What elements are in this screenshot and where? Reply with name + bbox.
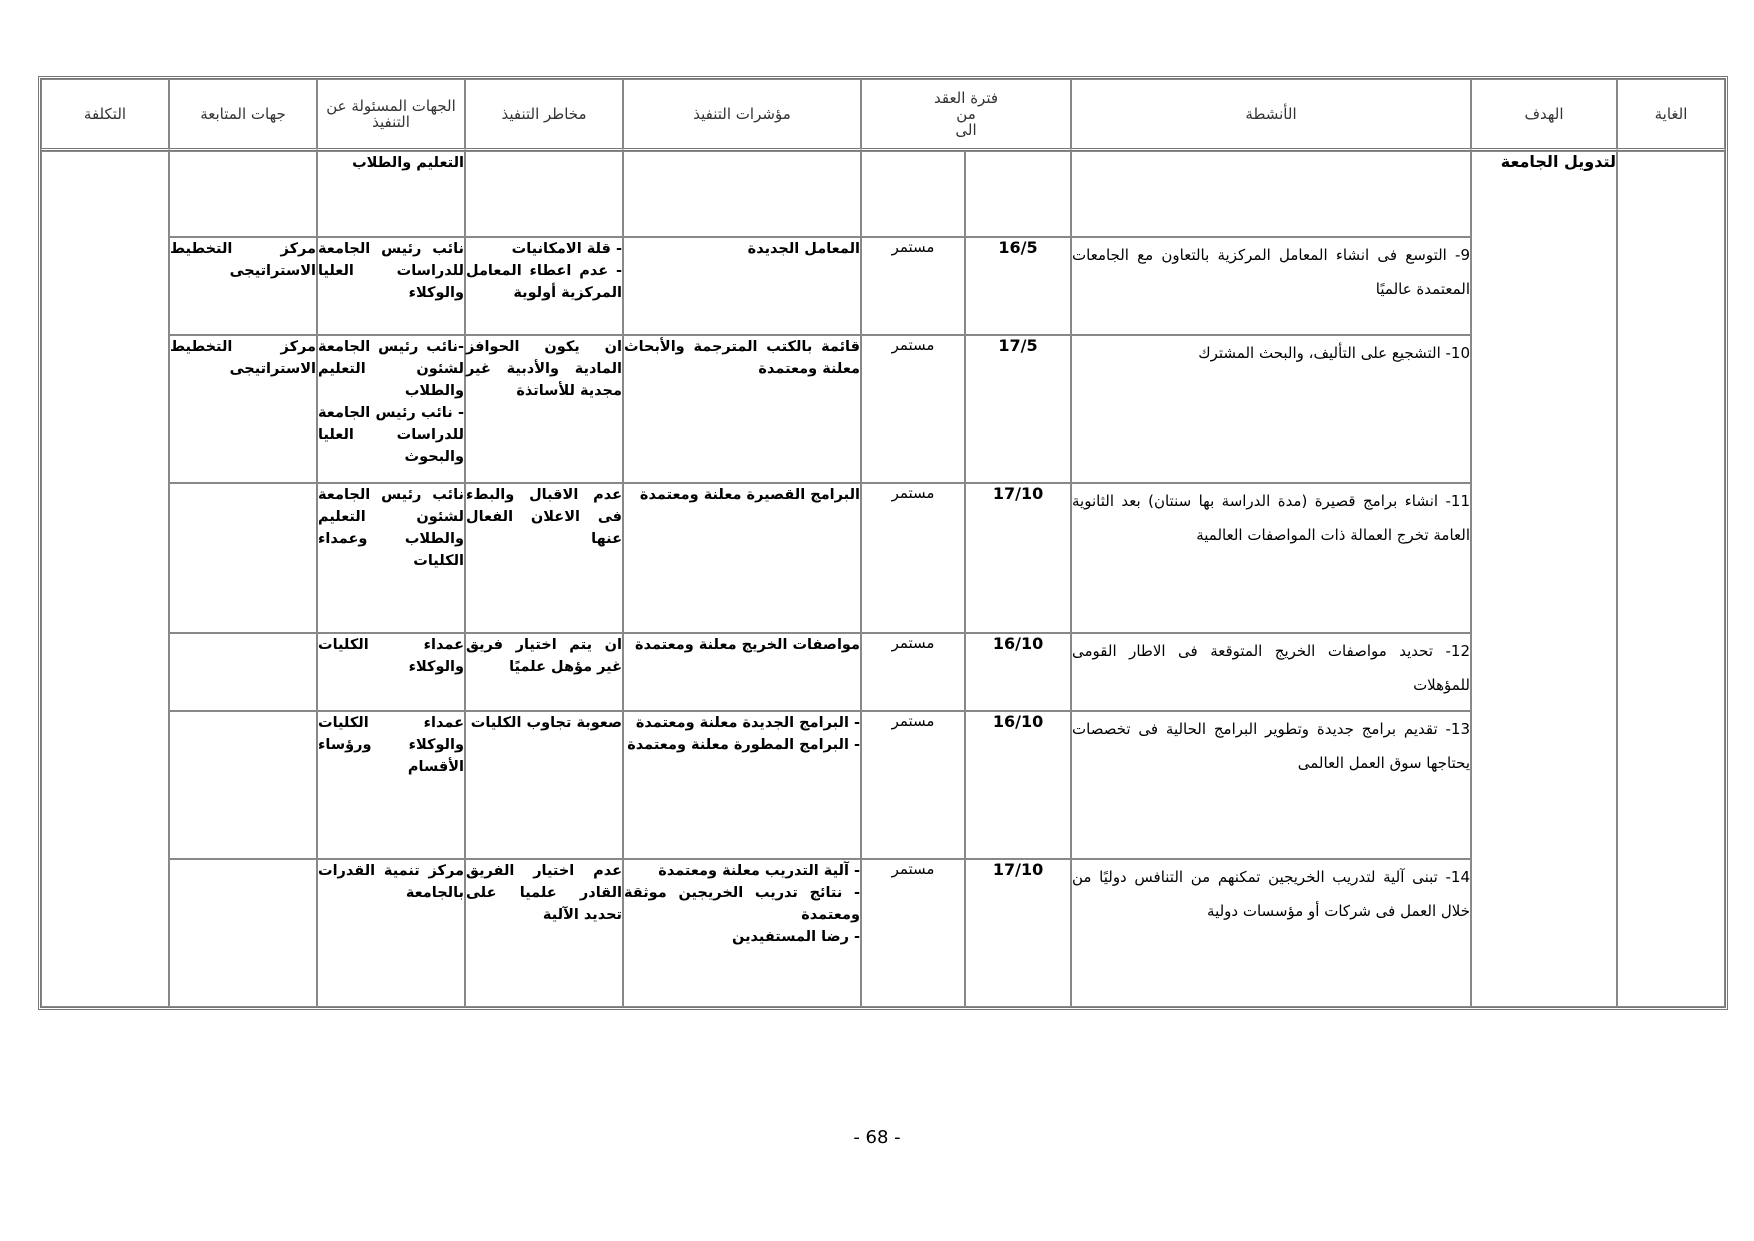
activity-cell: 14- تبنى آلية لتدريب الخريجين تمكنهم من التنافس دوليًا من خلال العمل فى شركات أو مؤسسات دولية xyxy=(1071,859,1471,1007)
risks-cell xyxy=(465,711,623,859)
activity-cell: 11- انشاء برامج قصيرة (مدة الدراسة بها سنتان) بعد الثانوية العامة تخرج العمالة ذات المواصفات العالمية xyxy=(1071,483,1471,633)
indicators-cell xyxy=(623,711,861,859)
risks-cell xyxy=(465,151,623,237)
risks-cell xyxy=(465,237,623,334)
header-period xyxy=(861,79,1071,151)
indicators-cell-line: - البرامج الجديدة معلنة ومعتمدة xyxy=(635,714,860,731)
to-cell xyxy=(861,151,965,237)
risks-cell-line: - عدم اعطاء المعامل المركزية أولوية xyxy=(466,263,622,302)
risks-cell-line: ان يكون الحوافز المادية والأدبية غير مجدية للأساتذة xyxy=(466,338,622,399)
followup-cell xyxy=(169,483,317,633)
from-cell xyxy=(965,151,1071,237)
header-period-from: من xyxy=(956,105,976,123)
risks-cell-line: عدم الاقبال والبطء فى الاعلان الفعال عنها xyxy=(466,486,622,547)
header-responsible: الجهات المسئولة عن التنفيذ xyxy=(317,79,465,151)
indicators-cell-line: - نتائج تدريب الخريجين موثقة ومعتمدة xyxy=(624,884,860,923)
risks-cell-line: صعوبة تجاوب الكليات xyxy=(470,714,622,731)
activity-cell: 10- التشجيع على التأليف، والبحث المشترك xyxy=(1071,335,1471,483)
plan-table xyxy=(38,76,1728,1010)
to-cell: مستمر xyxy=(861,859,965,1007)
responsible-cell-line: نائب رئيس الجامعة لشئون التعليم والطلاب وعمداء الكليات xyxy=(318,486,464,569)
goal-cell xyxy=(1617,151,1725,1007)
header-activities: الأنشطة xyxy=(1071,79,1471,151)
risks-cell xyxy=(465,335,623,483)
responsible-cell-line: -نائب رئيس الجامعة لشئون التعليم والطلاب xyxy=(318,338,464,399)
risks-cell xyxy=(465,633,623,710)
followup-cell: مركز التخطيط الاستراتيجى xyxy=(169,335,317,483)
objective-cell: لتدويل الجامعة xyxy=(1471,151,1617,1007)
responsible-cell-line: نائب رئيس الجامعة للدراسات العليا والوكلاء xyxy=(318,241,464,302)
risks-cell-line: - قلة الامكانيات xyxy=(511,241,622,258)
to-cell: مستمر xyxy=(861,633,965,710)
indicators-cell xyxy=(623,335,861,483)
header-goal: الغاية xyxy=(1617,79,1725,151)
to-cell: مستمر xyxy=(861,237,965,334)
risks-cell xyxy=(465,483,623,633)
indicators-cell-line: - البرامج المطورة معلنة ومعتمدة xyxy=(627,736,860,753)
header-followup: جهات المتابعة xyxy=(169,79,317,151)
page-number: - 68 - xyxy=(853,1127,901,1148)
indicators-cell xyxy=(623,151,861,237)
cost-cell xyxy=(41,151,169,1007)
activity-cell: 9- التوسع فى انشاء المعامل المركزية بالتعاون مع الجامعات المعتمدة عالميًا xyxy=(1071,237,1471,334)
from-cell: 16/10 xyxy=(965,711,1071,859)
header-period-to: الى xyxy=(955,121,977,139)
to-cell: مستمر xyxy=(861,483,965,633)
indicators-cell xyxy=(623,237,861,334)
risks-cell xyxy=(465,859,623,1007)
followup-cell xyxy=(169,151,317,237)
header-cost: التكلفة xyxy=(41,79,169,151)
responsible-cell-line: مركز تنمية القدرات بالجامعة xyxy=(318,862,464,901)
indicators-cell-line: قائمة بالكتب المترجمة والأبحاث معلنة ومعتمدة xyxy=(624,338,860,377)
indicators-cell-line: مواصفات الخريج معلنة ومعتمدة xyxy=(635,637,860,654)
header-risks: مخاطر التنفيذ xyxy=(465,79,623,151)
header-period-title: فترة العقد xyxy=(933,89,999,107)
from-cell: 16/5 xyxy=(965,237,1071,334)
activity-cell: 12- تحديد مواصفات الخريج المتوقعة فى الاطار القومى للمؤهلات xyxy=(1071,633,1471,710)
followup-cell: مركز التخطيط الاستراتيجى xyxy=(169,237,317,334)
from-cell: 16/10 xyxy=(965,633,1071,710)
followup-cell xyxy=(169,859,317,1007)
from-cell: 17/5 xyxy=(965,335,1071,483)
followup-cell xyxy=(169,711,317,859)
responsible-cell xyxy=(317,711,465,859)
activity-cell: 13- تقديم برامج جديدة وتطوير البرامج الحالية فى تخصصات يحتاجها سوق العمل العالمى xyxy=(1071,711,1471,859)
responsible-cell-line: عمداء الكليات والوكلاء ورؤساء الأقسام xyxy=(318,714,464,775)
to-cell: مستمر xyxy=(861,335,965,483)
responsible-cell: التعليم والطلاب xyxy=(317,151,465,237)
responsible-cell xyxy=(317,483,465,633)
indicators-cell-line: - آلية التدريب معلنة ومعتمدة xyxy=(658,862,860,879)
responsible-cell-line: - نائب رئيس الجامعة للدراسات العليا والبحوث xyxy=(318,404,464,465)
risks-cell-line: عدم اختيار الفريق القادر علميا على تحديد الآلية xyxy=(466,862,622,923)
indicators-cell-line: البرامج القصيرة معلنة ومعتمدة xyxy=(639,486,860,503)
indicators-cell xyxy=(623,859,861,1007)
from-cell: 17/10 xyxy=(965,483,1071,633)
responsible-cell xyxy=(317,237,465,334)
followup-cell xyxy=(169,633,317,710)
indicators-cell-line: المعامل الجديدة xyxy=(747,241,860,258)
responsible-cell xyxy=(317,859,465,1007)
indicators-cell xyxy=(623,483,861,633)
risks-cell-line: ان يتم اختيار فريق غير مؤهل علميًا xyxy=(466,637,622,676)
indicators-cell xyxy=(623,633,861,710)
indicators-cell-line: - رضا المستفيدين xyxy=(732,928,860,945)
from-cell: 17/10 xyxy=(965,859,1071,1007)
responsible-cell-line: عمداء الكليات والوكلاء xyxy=(318,637,464,676)
header-row xyxy=(41,79,1725,151)
activity-cell xyxy=(1071,151,1471,237)
responsible-cell xyxy=(317,335,465,483)
responsible-cell xyxy=(317,633,465,710)
header-objective: الهدف xyxy=(1471,79,1617,151)
header-indicators: مؤشرات التنفيذ xyxy=(623,79,861,151)
to-cell: مستمر xyxy=(861,711,965,859)
table-row-top xyxy=(41,151,1725,237)
